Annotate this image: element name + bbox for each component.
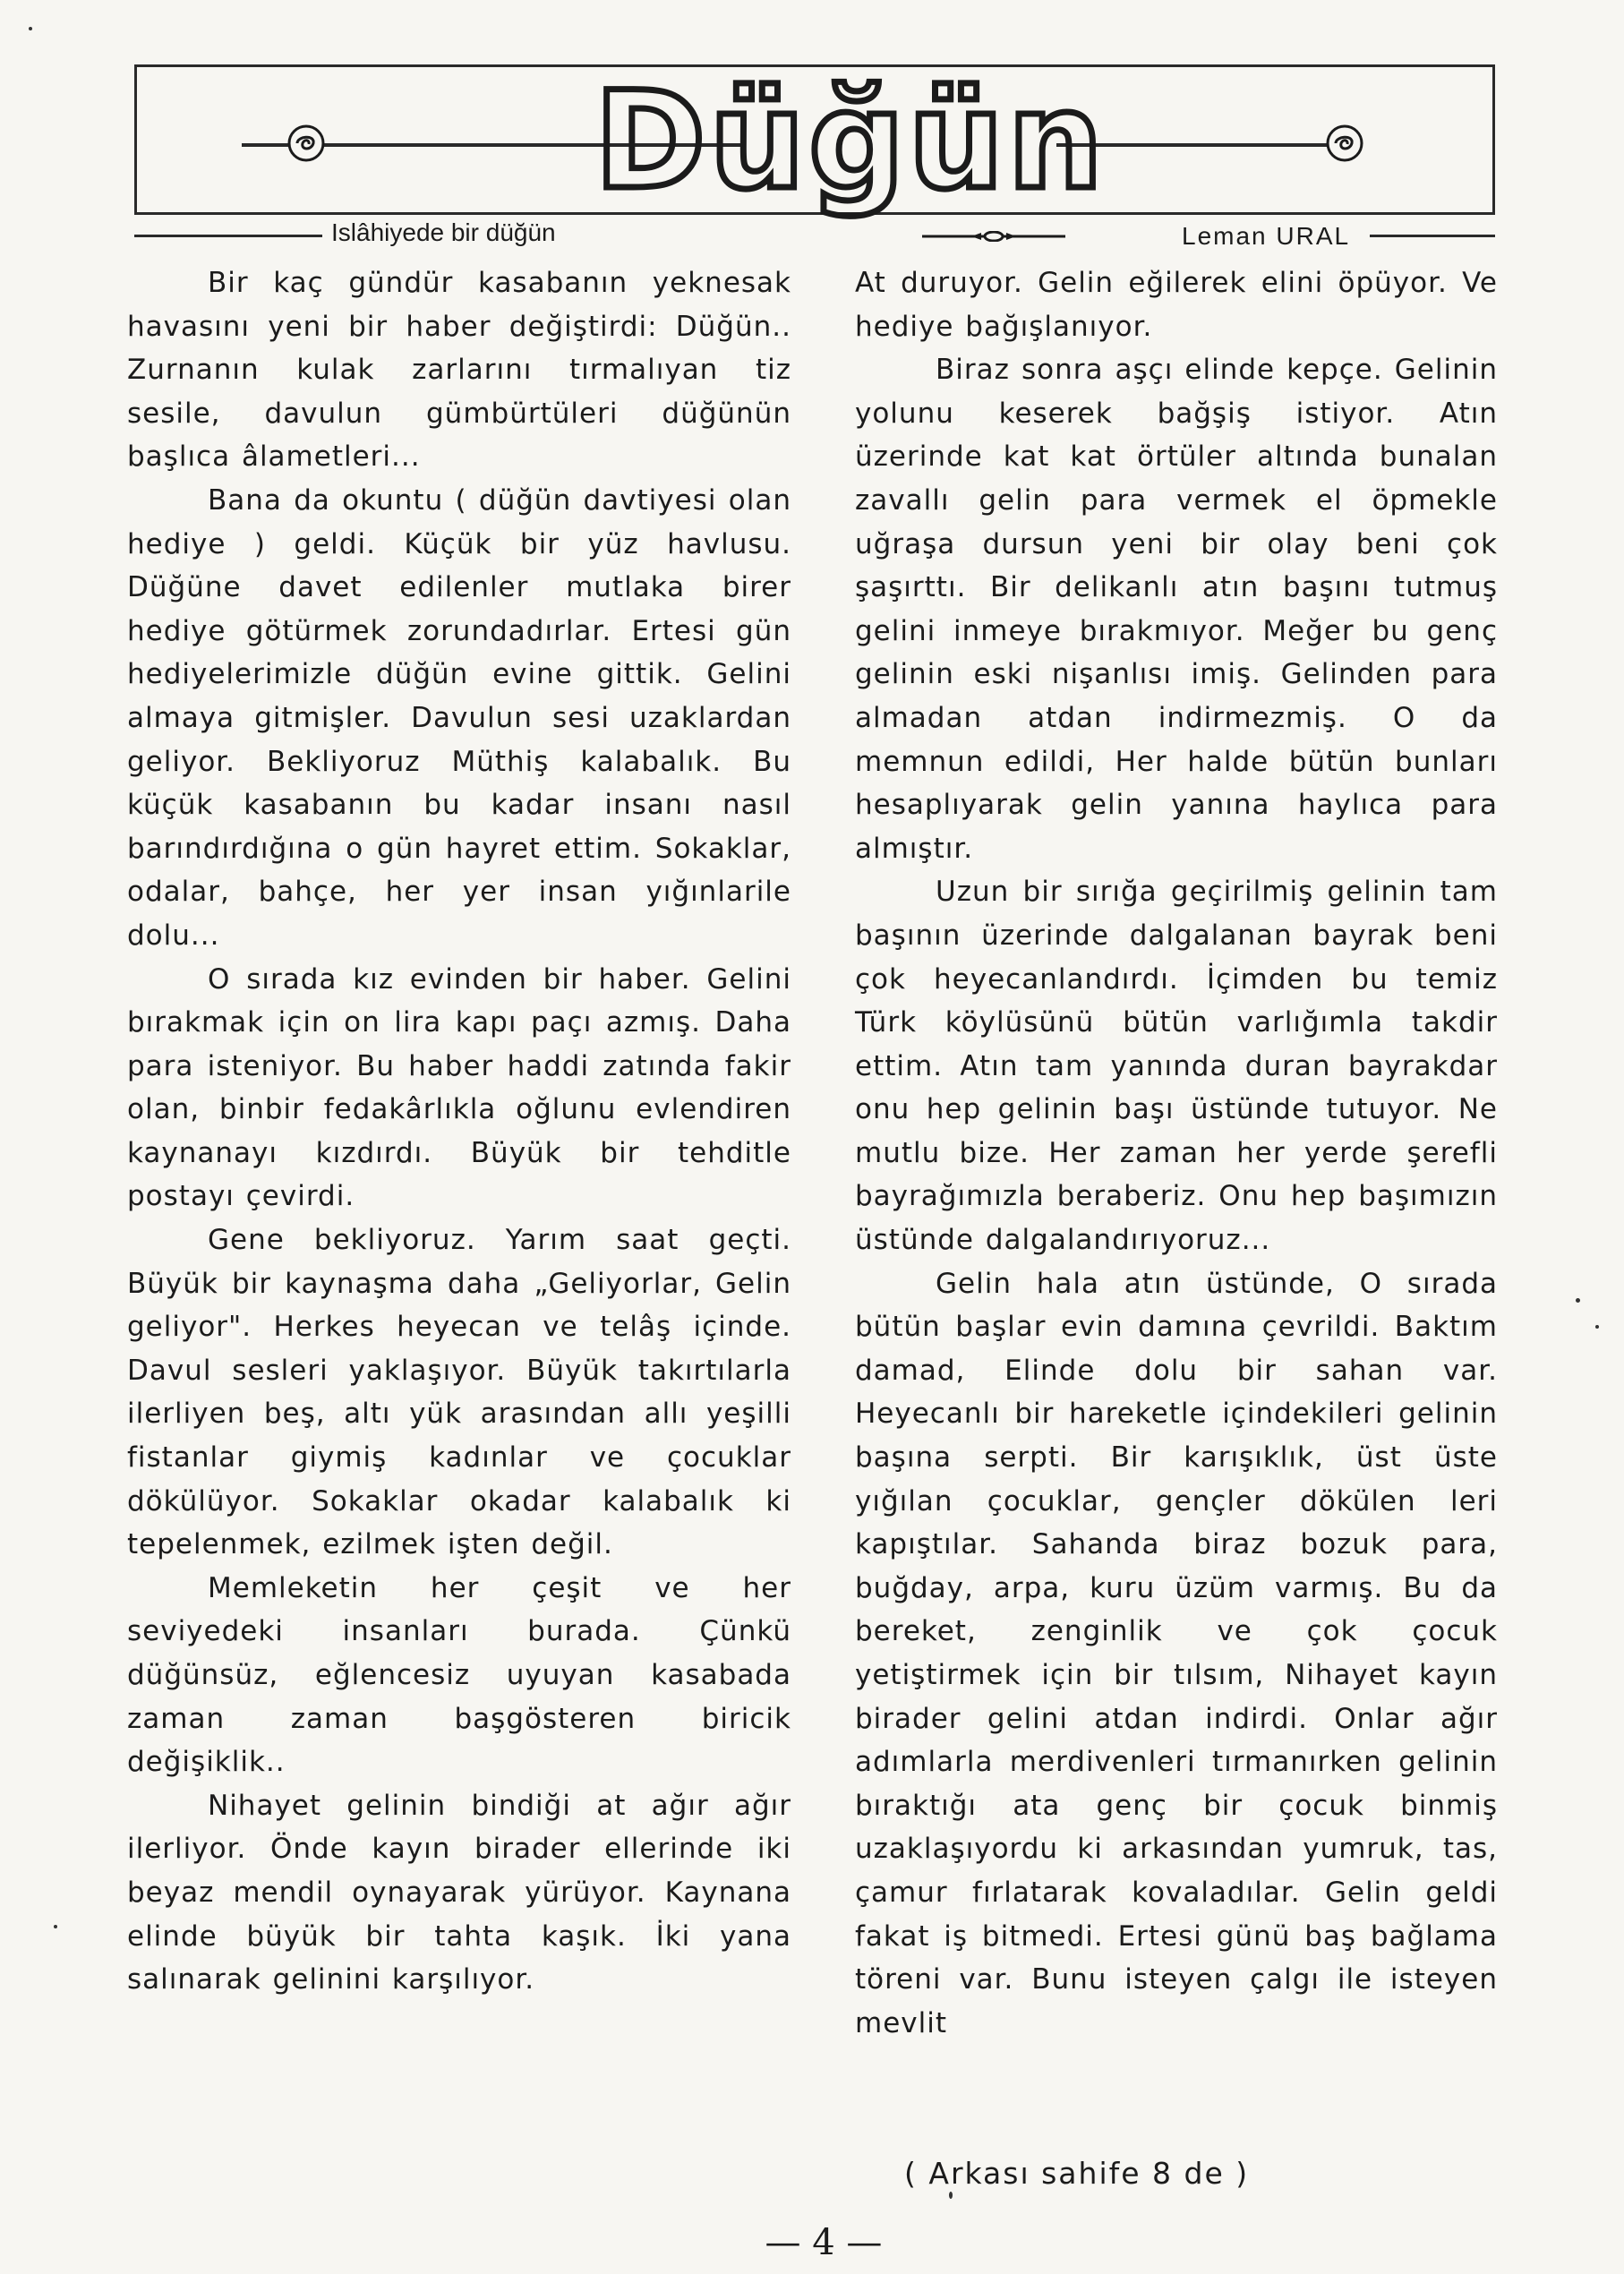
paragraph: Gene bekliyoruz. Yarım saat geçti. Büyük bir kaynaşma daha „Geliyorlar, Gelin geliyor". Herkes heyecan ve telâş içinde. Davul sesleri yaklaşıyor. Büyük takırtılarla ilerliyen beş, altı yük arasından allı yeşilli fistanlar giymiş kadınlar ve çocuklar dökülüyor. Sokaklar okadar kalabalık ki tepelenmek, ezilmek işten değil. [127,1224,791,1561]
paragraph: At duruyor. Gelin eğilerek elini öpüyor. Ve hediye bağışlanıyor. [855,267,1498,343]
rose-ornament-icon [1325,124,1364,163]
divider-ornament-icon [922,231,1065,242]
paragraph: Memleketin her çeşit ve her seviyedeki insanları burada. Çünkü düğünsüz, eğlencesiz uyuyan kasabada zaman zaman başgösteren biricik değişiklik.. [127,1571,791,1779]
scan-speck [1595,1325,1599,1329]
left-column [127,261,791,2002]
author-name: Leman URAL [1182,222,1351,250]
scan-speck [54,1925,57,1928]
paragraph: Bana da okuntu ( düğün davtiyesi olan hediye ) geldi. Küçük bir yüz havlusu. Düğüne davet edilenler mutlaka birer hediye götürmek zorundadırlar. Ertesi gün hediyelerimizle düğün evine gittik. Gelini almaya gitmişler. Davulun sesi uzaklardan geliyor. Bekliyoruz Müthiş kalabalık. Bu küçük kasabanın bu kadar insanı nasıl barındırdığına o gün hayret ettim. Sokaklar, odalar, bahçe, her yer insan yığınlarile dolu... [127,483,791,952]
rose-ornament-icon [286,124,326,163]
paragraph: Bir kaç gündür kasabanın yeknesak havasını yeni bir haber değiştirdi: Düğün.. Zurnanın kulak zarlarını tırmalıyan tiz sesile, davulun gümbürtüleri düğünün başlıca âlametleri... [127,267,791,474]
right-column [855,261,1498,2045]
paragraph: O sırada kız evinden bir haber. Gelini bırakmak için on lira kapı paçı azmış. Daha para isteniyor. Bu haber haddi zatında fakir olan, binbir fedakârlıkla oğlunu evlendiren kaynanayı kızdırdı. Büyük bir tehditle postayı çevirdi. [127,962,791,1213]
continued-note: ( Arkası sahife 8 de ) [904,2156,1250,2191]
masthead-title [537,64,1164,219]
paragraph: Nihayet gelinin bindiği at ağır ağır ilerliyor. Önde kayın birader ellerinde iki beyaz mendil oynayarak yürüyor. Kaynana elinde büyük bir tahta kaşık. İki yana salınarak gelinini karşılıyor. [127,1789,791,1996]
article-subtitle: Islâhiyede bir düğün [331,218,556,246]
scan-speck [29,27,32,30]
byline-rule [134,235,322,237]
title-text: Düğün [594,64,1107,219]
scan-speck [1576,1298,1580,1303]
paragraph: Gelin hala atın üstünde, O sırada bütün başlar evin damına çevrildi. Baktım damad, Elinde dolu bir sahan var. Heyecanlı bir hareketle içindekileri gelinin başına serpti. Bir karışıklık, üst üste yığılan çocuklar, gençler dökülen leri kapıştılar. Sahanda biraz bozuk para, buğday, arpa, kuru üzüm varmış. Bu da bereket, zenginlik ve çok çocuk yetiştirmek için bir tılsım, Nihayet kayın birader gelini atdan indirdi. Onlar ağır adımlarla merdivenleri tırmanırken gelinin bıraktığı ata genç bir çocuk binmiş uzaklaşıyordu ki arkasından yumruk, tas, çamur fırlatarak kovaladılar. Gelin geldi fakat iş bitmedi. Ertesi günü baş bağlama töreni var. Bunu isteyen çalgı ile isteyen mevlit [855,1267,1498,2039]
paragraph: Biraz sonra aşçı elinde kepçe. Gelinin yolunu keserek bağşiş istiyor. Atın üzerinde kat kat örtüler altında bunalan zavallı gelin para vermek el öpmekle uğraşa dursun yeni bir olay beni çok şaşırttı. Bir delikanlı atın başını tutmuş gelini inmeye bırakmıyor. Meğer bu genç gelinin eski nişanlısı imiş. Gelinden para almadan atdan indirmezmiş. O da memnun edildi, Her halde bütün bunları hesaplıyarak gelin yanına haylıca para almıştır. [855,354,1498,865]
paragraph: Uzun bir sırığa geçirilmiş gelinin tam başının üzerinde dalgalanan bayrak beni çok heyecanlandırdı. İçimden bu temiz Türk köylüsünü bütün varlığımla takdir ettim. Atın tam yanında duran bayrakdar onu hep gelinin başı üstünde tutuyor. Ne mutlu bize. Her zaman her yerde şerefli bayrağımızla beraberiz. Onu hep başımızın üstünde dalgalandırıyoruz... [855,876,1498,1257]
byline-rule [1370,235,1495,237]
scan-speck [949,2192,953,2199]
byline-row [134,215,1495,251]
page-number: — 4 — [765,2222,883,2263]
